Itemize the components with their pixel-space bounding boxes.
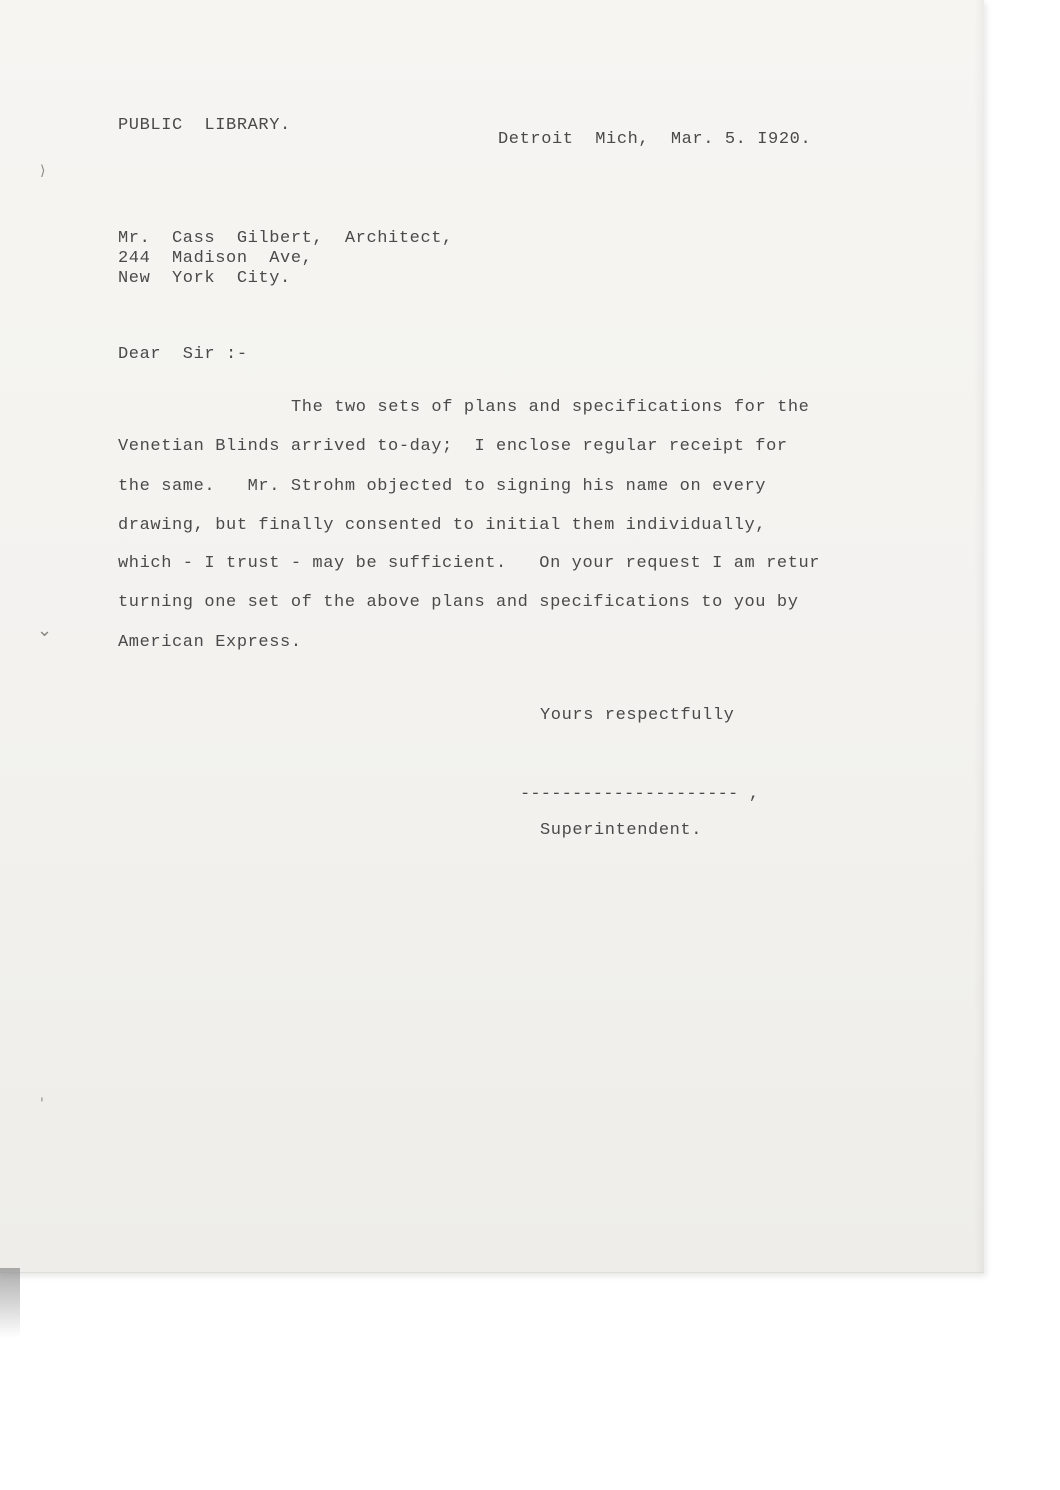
salutation: Dear Sir :- — [118, 345, 248, 364]
body-line: turning one set of the above plans and specifications to you by — [118, 593, 799, 612]
dateline: Detroit Mich, Mar. 5. I920. — [498, 130, 812, 149]
body-line: drawing, but finally consented to initial them individually, — [118, 516, 767, 535]
punch-mark-icon: ⟩ — [40, 163, 46, 179]
recipient-line: 244 Madison Ave, — [118, 249, 313, 268]
signature-title: Superintendent. — [540, 821, 703, 840]
paper-edge-shadow — [974, 0, 984, 1272]
recipient-line: New York City. — [118, 269, 291, 288]
body-line: the same. Mr. Strohm objected to signing his name on every — [118, 477, 767, 496]
recipient-line: Mr. Cass Gilbert, Architect, — [118, 229, 453, 248]
faded-pencil-note — [26, 1222, 34, 1247]
signature-line: --------------------- , — [520, 785, 760, 804]
body-line: The two sets of plans and specifications for the — [291, 398, 810, 417]
letterhead: PUBLIC LIBRARY. — [118, 116, 291, 135]
body-line: which - I trust - may be sufficient. On your request I am retur — [118, 554, 821, 573]
punch-mark-icon: ' — [40, 1096, 44, 1112]
punch-mark-icon: ⌄ — [37, 620, 53, 641]
closing: Yours respectfully — [540, 706, 735, 725]
paper-corner-shadow — [0, 1268, 20, 1338]
body-line: Venetian Blinds arrived to-day; I enclose regular receipt for — [118, 437, 788, 456]
body-line: American Express. — [118, 633, 302, 652]
